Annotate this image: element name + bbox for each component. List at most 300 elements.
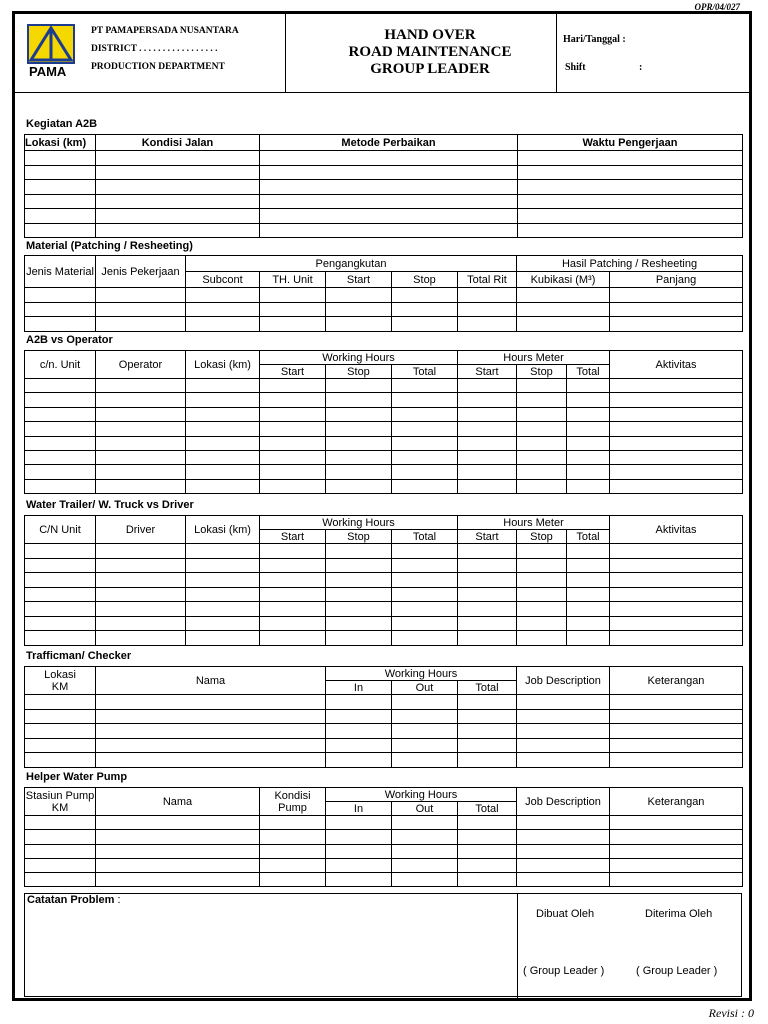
- table-cell[interactable]: [96, 844, 260, 858]
- table-cell[interactable]: [610, 587, 743, 602]
- table-cell[interactable]: [610, 479, 743, 493]
- table-cell[interactable]: [517, 587, 567, 602]
- table-cell[interactable]: [326, 631, 392, 646]
- table-cell[interactable]: [326, 465, 392, 479]
- table-cell[interactable]: [392, 616, 458, 631]
- table-cell[interactable]: [610, 602, 743, 617]
- table-cell[interactable]: [518, 194, 743, 209]
- table-cell[interactable]: [186, 288, 260, 303]
- table-cell[interactable]: [567, 544, 610, 559]
- table-cell[interactable]: [392, 288, 458, 303]
- table-cell[interactable]: [96, 436, 186, 450]
- table-cell[interactable]: [96, 724, 326, 739]
- table-cell[interactable]: [392, 830, 458, 844]
- table-cell[interactable]: [392, 858, 458, 872]
- col-metode-perbaikan: Metode Perbaikan: [260, 135, 518, 151]
- table-cell[interactable]: [458, 544, 517, 559]
- table-cell[interactable]: [260, 844, 326, 858]
- table-cell[interactable]: [567, 465, 610, 479]
- table-cell[interactable]: [96, 288, 186, 303]
- table-cell[interactable]: [326, 724, 392, 739]
- table-cell[interactable]: [458, 302, 517, 317]
- table-cell[interactable]: [458, 573, 517, 588]
- table-cell[interactable]: [25, 422, 96, 436]
- table-cell[interactable]: [326, 830, 392, 844]
- table-cell[interactable]: [96, 379, 186, 393]
- table-row: [25, 302, 743, 317]
- table-cell[interactable]: [567, 379, 610, 393]
- table-cell[interactable]: [392, 465, 458, 479]
- table-cell[interactable]: [610, 317, 743, 332]
- table-cell[interactable]: [25, 288, 96, 303]
- table-cell[interactable]: [392, 753, 458, 768]
- table-cell[interactable]: [25, 724, 96, 739]
- table-cell[interactable]: [260, 631, 326, 646]
- table-cell[interactable]: [567, 602, 610, 617]
- table-cell[interactable]: [392, 422, 458, 436]
- table-cell[interactable]: [567, 422, 610, 436]
- table-cell[interactable]: [326, 573, 392, 588]
- table-cell[interactable]: [96, 465, 186, 479]
- table-cell[interactable]: [25, 165, 96, 180]
- table-cell[interactable]: [326, 544, 392, 559]
- table-cell[interactable]: [260, 302, 326, 317]
- table-cell[interactable]: [326, 450, 392, 464]
- table-cell[interactable]: [96, 165, 260, 180]
- col-stop: Stop: [392, 272, 458, 288]
- table-cell[interactable]: [25, 573, 96, 588]
- table-cell[interactable]: [567, 479, 610, 493]
- table-cell[interactable]: [186, 436, 260, 450]
- table-cell[interactable]: [96, 479, 186, 493]
- table-cell[interactable]: [517, 544, 567, 559]
- table-cell[interactable]: [96, 194, 260, 209]
- table-cell[interactable]: [517, 709, 610, 724]
- table-cell[interactable]: [392, 709, 458, 724]
- table-cell[interactable]: [326, 379, 392, 393]
- table-cell[interactable]: [25, 558, 96, 573]
- table-cell[interactable]: [458, 602, 517, 617]
- table-cell[interactable]: [186, 631, 260, 646]
- table-cell[interactable]: [567, 436, 610, 450]
- table-cell[interactable]: [260, 379, 326, 393]
- table-cell[interactable]: [517, 407, 567, 421]
- table-cell[interactable]: [610, 724, 743, 739]
- table-cell[interactable]: [96, 816, 260, 830]
- table-cell[interactable]: [186, 544, 260, 559]
- table-cell[interactable]: [260, 180, 518, 195]
- table-cell[interactable]: [392, 317, 458, 332]
- table-cell[interactable]: [517, 558, 567, 573]
- table-cell[interactable]: [96, 223, 260, 238]
- table-cell[interactable]: [25, 317, 96, 332]
- document-code: OPR/04/027: [694, 2, 740, 12]
- table-cell[interactable]: [517, 830, 610, 844]
- table-cell[interactable]: [96, 738, 326, 753]
- table-cell[interactable]: [326, 753, 392, 768]
- table-cell[interactable]: [610, 422, 743, 436]
- table-cell[interactable]: [260, 223, 518, 238]
- table-cell[interactable]: [392, 393, 458, 407]
- table-cell[interactable]: [458, 816, 517, 830]
- table-cell[interactable]: [610, 558, 743, 573]
- table-cell[interactable]: [96, 587, 186, 602]
- table-cell[interactable]: [517, 873, 610, 887]
- table-cell[interactable]: [186, 616, 260, 631]
- table-cell[interactable]: [392, 602, 458, 617]
- table-cell[interactable]: [567, 450, 610, 464]
- table-cell[interactable]: [458, 695, 517, 710]
- table-cell[interactable]: [517, 288, 610, 303]
- table-cell[interactable]: [392, 873, 458, 887]
- col-operator: Operator: [96, 351, 186, 379]
- table-cell[interactable]: [96, 830, 260, 844]
- table-cell[interactable]: [186, 558, 260, 573]
- table-cell[interactable]: [458, 873, 517, 887]
- table-cell[interactable]: [25, 709, 96, 724]
- table-cell[interactable]: [96, 631, 186, 646]
- col-working-hours: Working Hours: [326, 788, 517, 802]
- table-cell[interactable]: [186, 379, 260, 393]
- table-cell[interactable]: [392, 544, 458, 559]
- table-cell[interactable]: [517, 379, 567, 393]
- table-cell[interactable]: [96, 602, 186, 617]
- table-cell[interactable]: [610, 407, 743, 421]
- table-cell[interactable]: [186, 587, 260, 602]
- col-keterangan: Keterangan: [610, 788, 743, 816]
- table-cell[interactable]: [517, 393, 567, 407]
- table-cell[interactable]: [458, 616, 517, 631]
- table-cell[interactable]: [25, 407, 96, 421]
- table-row: [25, 587, 743, 602]
- table-cell[interactable]: [260, 194, 518, 209]
- col-hm-start: Start: [458, 530, 517, 544]
- table-cell[interactable]: [518, 165, 743, 180]
- table-cell[interactable]: [96, 558, 186, 573]
- table-cell[interactable]: [186, 393, 260, 407]
- table-cell[interactable]: [260, 317, 326, 332]
- table-cell[interactable]: [186, 302, 260, 317]
- table-cell[interactable]: [260, 616, 326, 631]
- table-cell[interactable]: [326, 873, 392, 887]
- table-cell[interactable]: [458, 858, 517, 872]
- table-cell[interactable]: [610, 753, 743, 768]
- table-cell[interactable]: [392, 479, 458, 493]
- col-aktivitas: Aktivitas: [610, 351, 743, 379]
- table-cell[interactable]: [186, 317, 260, 332]
- table-cell[interactable]: [517, 465, 567, 479]
- table-cell[interactable]: [458, 479, 517, 493]
- table-cell[interactable]: [567, 587, 610, 602]
- table-cell[interactable]: [25, 544, 96, 559]
- table-cell[interactable]: [96, 873, 260, 887]
- page-title: HAND OVER ROAD MAINTENANCE GROUP LEADER: [348, 27, 512, 77]
- col-lokasi: Lokasi (km): [25, 135, 96, 151]
- table-cell[interactable]: [517, 753, 610, 768]
- table-cell[interactable]: [392, 450, 458, 464]
- table-cell[interactable]: [392, 844, 458, 858]
- table-cell[interactable]: [186, 573, 260, 588]
- table-cell[interactable]: [392, 738, 458, 753]
- table-cell[interactable]: [458, 317, 517, 332]
- col-working-hours: Working Hours: [260, 351, 458, 365]
- table-cell[interactable]: [458, 724, 517, 739]
- table-cell[interactable]: [458, 450, 517, 464]
- table-cell[interactable]: [25, 180, 96, 195]
- table-row: [25, 422, 743, 436]
- table-cell[interactable]: [517, 317, 610, 332]
- table-cell[interactable]: [610, 695, 743, 710]
- table-cell[interactable]: [260, 422, 326, 436]
- table-cell[interactable]: [567, 407, 610, 421]
- table-cell[interactable]: [260, 479, 326, 493]
- table-cell[interactable]: [610, 302, 743, 317]
- table-cell[interactable]: [326, 407, 392, 421]
- table-cell[interactable]: [392, 631, 458, 646]
- table-cell[interactable]: [326, 738, 392, 753]
- col-hm-stop: Stop: [517, 530, 567, 544]
- table-cell[interactable]: [25, 858, 96, 872]
- table-cell[interactable]: [25, 209, 96, 224]
- table-cell[interactable]: [96, 407, 186, 421]
- col-working-hours: Working Hours: [260, 516, 458, 530]
- table-row: [25, 558, 743, 573]
- table-cell[interactable]: [458, 407, 517, 421]
- table-cell[interactable]: [326, 816, 392, 830]
- table-cell[interactable]: [260, 407, 326, 421]
- table-row: [25, 379, 743, 393]
- table-cell[interactable]: [458, 465, 517, 479]
- table-cell[interactable]: [326, 616, 392, 631]
- table-cell[interactable]: [458, 587, 517, 602]
- table-cell[interactable]: [96, 450, 186, 464]
- table-cell[interactable]: [517, 695, 610, 710]
- table-cell[interactable]: [260, 873, 326, 887]
- table-cell[interactable]: [186, 422, 260, 436]
- table-row: [25, 479, 743, 493]
- table-cell[interactable]: [610, 288, 743, 303]
- table-cell[interactable]: [186, 407, 260, 421]
- table-cell[interactable]: [96, 180, 260, 195]
- table-cell[interactable]: [260, 830, 326, 844]
- table-cell[interactable]: [610, 844, 743, 858]
- table-cell[interactable]: [25, 753, 96, 768]
- table-cell[interactable]: [517, 631, 567, 646]
- table-cell[interactable]: [392, 407, 458, 421]
- table-cell[interactable]: [260, 393, 326, 407]
- table-cell[interactable]: [326, 558, 392, 573]
- table-cell[interactable]: [392, 816, 458, 830]
- table-cell[interactable]: [517, 436, 567, 450]
- table-cell[interactable]: [186, 479, 260, 493]
- table-cell[interactable]: [96, 422, 186, 436]
- table-cell[interactable]: [458, 379, 517, 393]
- table-cell[interactable]: [25, 379, 96, 393]
- table-cell[interactable]: [326, 317, 392, 332]
- table-cell[interactable]: [25, 151, 96, 166]
- table-cell[interactable]: [458, 844, 517, 858]
- table-cell[interactable]: [25, 738, 96, 753]
- table-cell[interactable]: [392, 302, 458, 317]
- table-cell[interactable]: [392, 436, 458, 450]
- table-cell[interactable]: [25, 587, 96, 602]
- table-cell[interactable]: [25, 465, 96, 479]
- table-cell[interactable]: [610, 544, 743, 559]
- table-cell[interactable]: [610, 858, 743, 872]
- table-cell[interactable]: [610, 816, 743, 830]
- table-cell[interactable]: [25, 695, 96, 710]
- table-cell[interactable]: [260, 587, 326, 602]
- table-cell[interactable]: [610, 379, 743, 393]
- table-cell[interactable]: [610, 830, 743, 844]
- table-cell[interactable]: [517, 616, 567, 631]
- table-cell[interactable]: [610, 436, 743, 450]
- table-cell[interactable]: [96, 858, 260, 872]
- table-cell[interactable]: [260, 151, 518, 166]
- table-cell[interactable]: [458, 709, 517, 724]
- table-cell[interactable]: [610, 873, 743, 887]
- table-cell[interactable]: [25, 450, 96, 464]
- table-cell[interactable]: [610, 709, 743, 724]
- table-cell[interactable]: [567, 573, 610, 588]
- table-cell[interactable]: [326, 479, 392, 493]
- table-cell[interactable]: [260, 465, 326, 479]
- table-cell[interactable]: [517, 738, 610, 753]
- table-cell[interactable]: [25, 393, 96, 407]
- table-cell[interactable]: [392, 695, 458, 710]
- table-cell[interactable]: [567, 558, 610, 573]
- table-cell[interactable]: [96, 616, 186, 631]
- table-cell[interactable]: [567, 631, 610, 646]
- table-cell[interactable]: [517, 858, 610, 872]
- table-cell[interactable]: [260, 558, 326, 573]
- table-cell[interactable]: [392, 558, 458, 573]
- table-cell[interactable]: [458, 753, 517, 768]
- table-cell[interactable]: [96, 151, 260, 166]
- table-cell[interactable]: [186, 450, 260, 464]
- table-cell[interactable]: [517, 479, 567, 493]
- table-cell[interactable]: [25, 223, 96, 238]
- table-cell[interactable]: [96, 209, 260, 224]
- table-cell[interactable]: [610, 450, 743, 464]
- department-name: PRODUCTION DEPARTMENT: [91, 62, 225, 72]
- table-cell[interactable]: [25, 631, 96, 646]
- table-cell[interactable]: [326, 695, 392, 710]
- table-row: [25, 602, 743, 617]
- table-cell[interactable]: [186, 465, 260, 479]
- table-cell[interactable]: [25, 844, 96, 858]
- table-cell[interactable]: [518, 209, 743, 224]
- table-cell[interactable]: [326, 436, 392, 450]
- table-cell[interactable]: [186, 602, 260, 617]
- table-cell[interactable]: [260, 450, 326, 464]
- table-cell[interactable]: [260, 816, 326, 830]
- table-cell[interactable]: [610, 465, 743, 479]
- table-cell[interactable]: [610, 616, 743, 631]
- table-cell[interactable]: [610, 393, 743, 407]
- table-cell[interactable]: [458, 558, 517, 573]
- table-cell[interactable]: [326, 858, 392, 872]
- table-cell[interactable]: [260, 436, 326, 450]
- table-cell[interactable]: [326, 302, 392, 317]
- table-cell[interactable]: [326, 709, 392, 724]
- table-cell[interactable]: [260, 544, 326, 559]
- table-cell[interactable]: [96, 544, 186, 559]
- table-cell[interactable]: [96, 393, 186, 407]
- table-cell[interactable]: [610, 631, 743, 646]
- table-cell[interactable]: [25, 830, 96, 844]
- table-cell[interactable]: [25, 616, 96, 631]
- table-cell[interactable]: [610, 573, 743, 588]
- table-cell[interactable]: [260, 165, 518, 180]
- table-cell[interactable]: [326, 602, 392, 617]
- form-header: [15, 14, 749, 93]
- table-cell[interactable]: [96, 709, 326, 724]
- table-cell[interactable]: [518, 180, 743, 195]
- table-cell[interactable]: [458, 288, 517, 303]
- table-cell[interactable]: [25, 302, 96, 317]
- table-cell[interactable]: [458, 738, 517, 753]
- table-cell[interactable]: [96, 302, 186, 317]
- table-cell[interactable]: [96, 317, 186, 332]
- table-cell[interactable]: [458, 631, 517, 646]
- table-cell[interactable]: [96, 753, 326, 768]
- table-cell[interactable]: [517, 602, 567, 617]
- table-cell[interactable]: [517, 816, 610, 830]
- table-cell[interactable]: [392, 724, 458, 739]
- table-cell[interactable]: [458, 830, 517, 844]
- table-cell[interactable]: [326, 393, 392, 407]
- table-cell[interactable]: [25, 436, 96, 450]
- table-cell[interactable]: [517, 302, 610, 317]
- table-cell[interactable]: [25, 194, 96, 209]
- col-th-unit: TH. Unit: [260, 272, 326, 288]
- table-cell[interactable]: [458, 436, 517, 450]
- table-cell[interactable]: [260, 858, 326, 872]
- table-cell[interactable]: [392, 587, 458, 602]
- table-cell[interactable]: [25, 602, 96, 617]
- table-cell[interactable]: [260, 573, 326, 588]
- table-cell[interactable]: [610, 738, 743, 753]
- table-cell[interactable]: [96, 695, 326, 710]
- table-cell[interactable]: [567, 616, 610, 631]
- table-cell[interactable]: [518, 223, 743, 238]
- table-cell[interactable]: [260, 288, 326, 303]
- table-cell[interactable]: [567, 393, 610, 407]
- col-stasiun-pump: Stasiun Pump KM: [25, 789, 95, 814]
- table-cell[interactable]: [517, 422, 567, 436]
- table-cell[interactable]: [25, 873, 96, 887]
- table-cell[interactable]: [326, 587, 392, 602]
- table-cell[interactable]: [518, 151, 743, 166]
- table-cell[interactable]: [260, 602, 326, 617]
- table-cell[interactable]: [517, 450, 567, 464]
- table-cell[interactable]: [96, 573, 186, 588]
- table-cell[interactable]: [392, 379, 458, 393]
- table-cell[interactable]: [517, 844, 610, 858]
- table-cell[interactable]: [260, 209, 518, 224]
- table-cell[interactable]: [458, 393, 517, 407]
- table-cell[interactable]: [326, 844, 392, 858]
- table-cell[interactable]: [25, 816, 96, 830]
- table-cell[interactable]: [326, 288, 392, 303]
- table-cell[interactable]: [458, 422, 517, 436]
- table-cell[interactable]: [326, 422, 392, 436]
- table-cell[interactable]: [392, 573, 458, 588]
- table-cell[interactable]: [517, 573, 567, 588]
- table-cell[interactable]: [517, 724, 610, 739]
- table-cell[interactable]: [25, 479, 96, 493]
